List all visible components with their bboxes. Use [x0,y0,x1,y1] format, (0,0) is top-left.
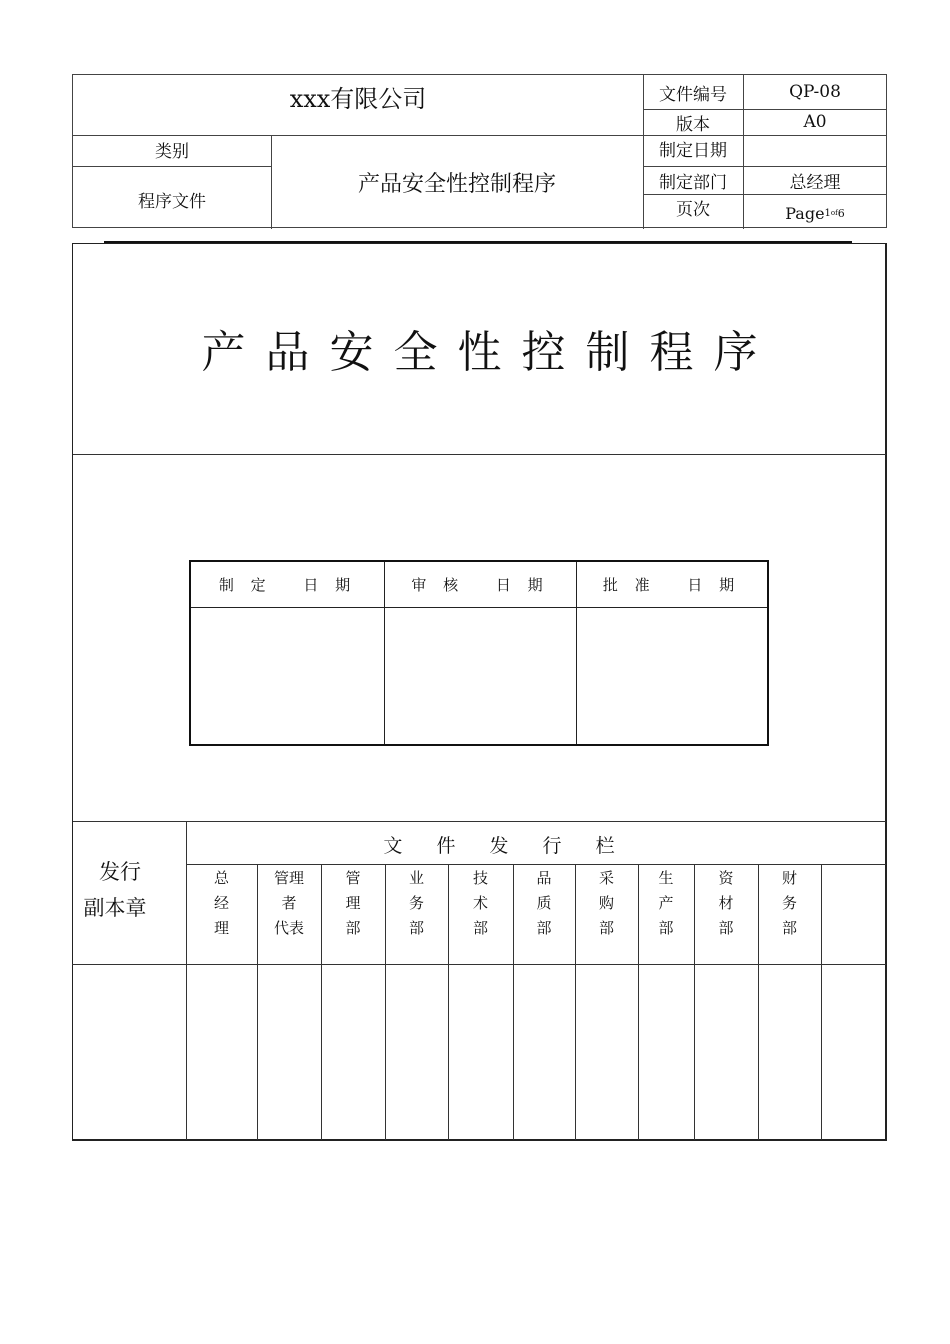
department-label: 代表 [273,919,304,937]
department-cell [257,866,321,962]
department-label: 理 [345,894,361,912]
department-label: 材 [718,894,734,912]
page-of: of [830,209,838,217]
page-total: 6 [837,206,845,220]
sig-header-prepare: 制 定 日 期 [218,576,357,594]
distribution-divider [73,821,886,822]
dist-header: 文 件 发 行 栏 [383,834,629,857]
dist-divider [186,864,886,865]
department-cell [758,866,821,962]
department-cell [385,866,448,962]
header-divider [73,166,271,167]
dept-value: 总经理 [789,172,841,193]
department-label: 生 [658,869,674,887]
doc-title: 产品安全性控制程序 [357,171,556,197]
cover-title: 产品安全性控制程序 [201,327,778,378]
department-label: 部 [658,919,674,937]
company-name: xxx有限公司 [289,84,427,113]
department-label: 业 [408,869,424,887]
date-label: 制定日期 [659,140,727,161]
department-label: 术 [472,894,488,912]
sig-header-review: 审 核 日 期 [411,576,549,594]
department-cell [575,866,638,962]
department-label: 购 [598,894,614,912]
department-label: 者 [281,894,297,912]
department-cell [448,866,513,962]
department-cell [638,866,694,962]
department-cell [186,866,257,962]
department-label: 资 [718,869,734,887]
page-label: 页次 [676,199,710,220]
department-label: 务 [781,894,797,912]
category-value: 程序文件 [138,191,206,212]
department-label: 部 [598,919,614,937]
department-label: 产 [658,894,674,912]
signature-table [189,560,769,746]
version-value: A0 [803,112,827,132]
department-label: 管理 [273,869,304,887]
department-label: 部 [345,919,361,937]
department-label: 部 [472,919,488,937]
department-label: 部 [781,919,797,937]
department-label: 经 [213,894,229,912]
department-cell [321,866,385,962]
department-label: 部 [536,919,552,937]
date-value [743,135,887,166]
department-label: 品 [536,869,552,887]
department-label: 财 [781,869,797,887]
department-cell [513,866,575,962]
department-label: 理 [213,919,229,937]
doc-no-label: 文件编号 [659,84,727,105]
dept-label: 制定部门 [659,172,727,193]
department-cell [821,866,886,962]
dist-divider [72,964,886,965]
doc-no-value: QP-08 [789,82,841,102]
page-value [743,198,887,228]
sig-header-approve: 批 准 日 期 [602,576,741,594]
header-table [72,74,887,228]
category-label: 类别 [155,141,189,162]
department-label: 部 [718,919,734,937]
version-label: 版本 [676,114,710,135]
department-label: 质 [536,894,552,912]
department-label: 采 [598,869,614,887]
department-label: 务 [408,894,424,912]
title-divider [73,454,886,455]
page-current: 1 [824,207,831,219]
department-label: 总 [213,869,229,887]
sig-divider [191,607,767,608]
department-label: 技 [472,869,488,887]
department-label: 管 [345,869,361,887]
dist-left-label-2: 副本章 [83,896,147,920]
department-label: 部 [408,919,424,937]
page-prefix: Page [785,203,825,223]
dist-left-label-1: 发行 [99,860,141,884]
department-cell [694,866,758,962]
